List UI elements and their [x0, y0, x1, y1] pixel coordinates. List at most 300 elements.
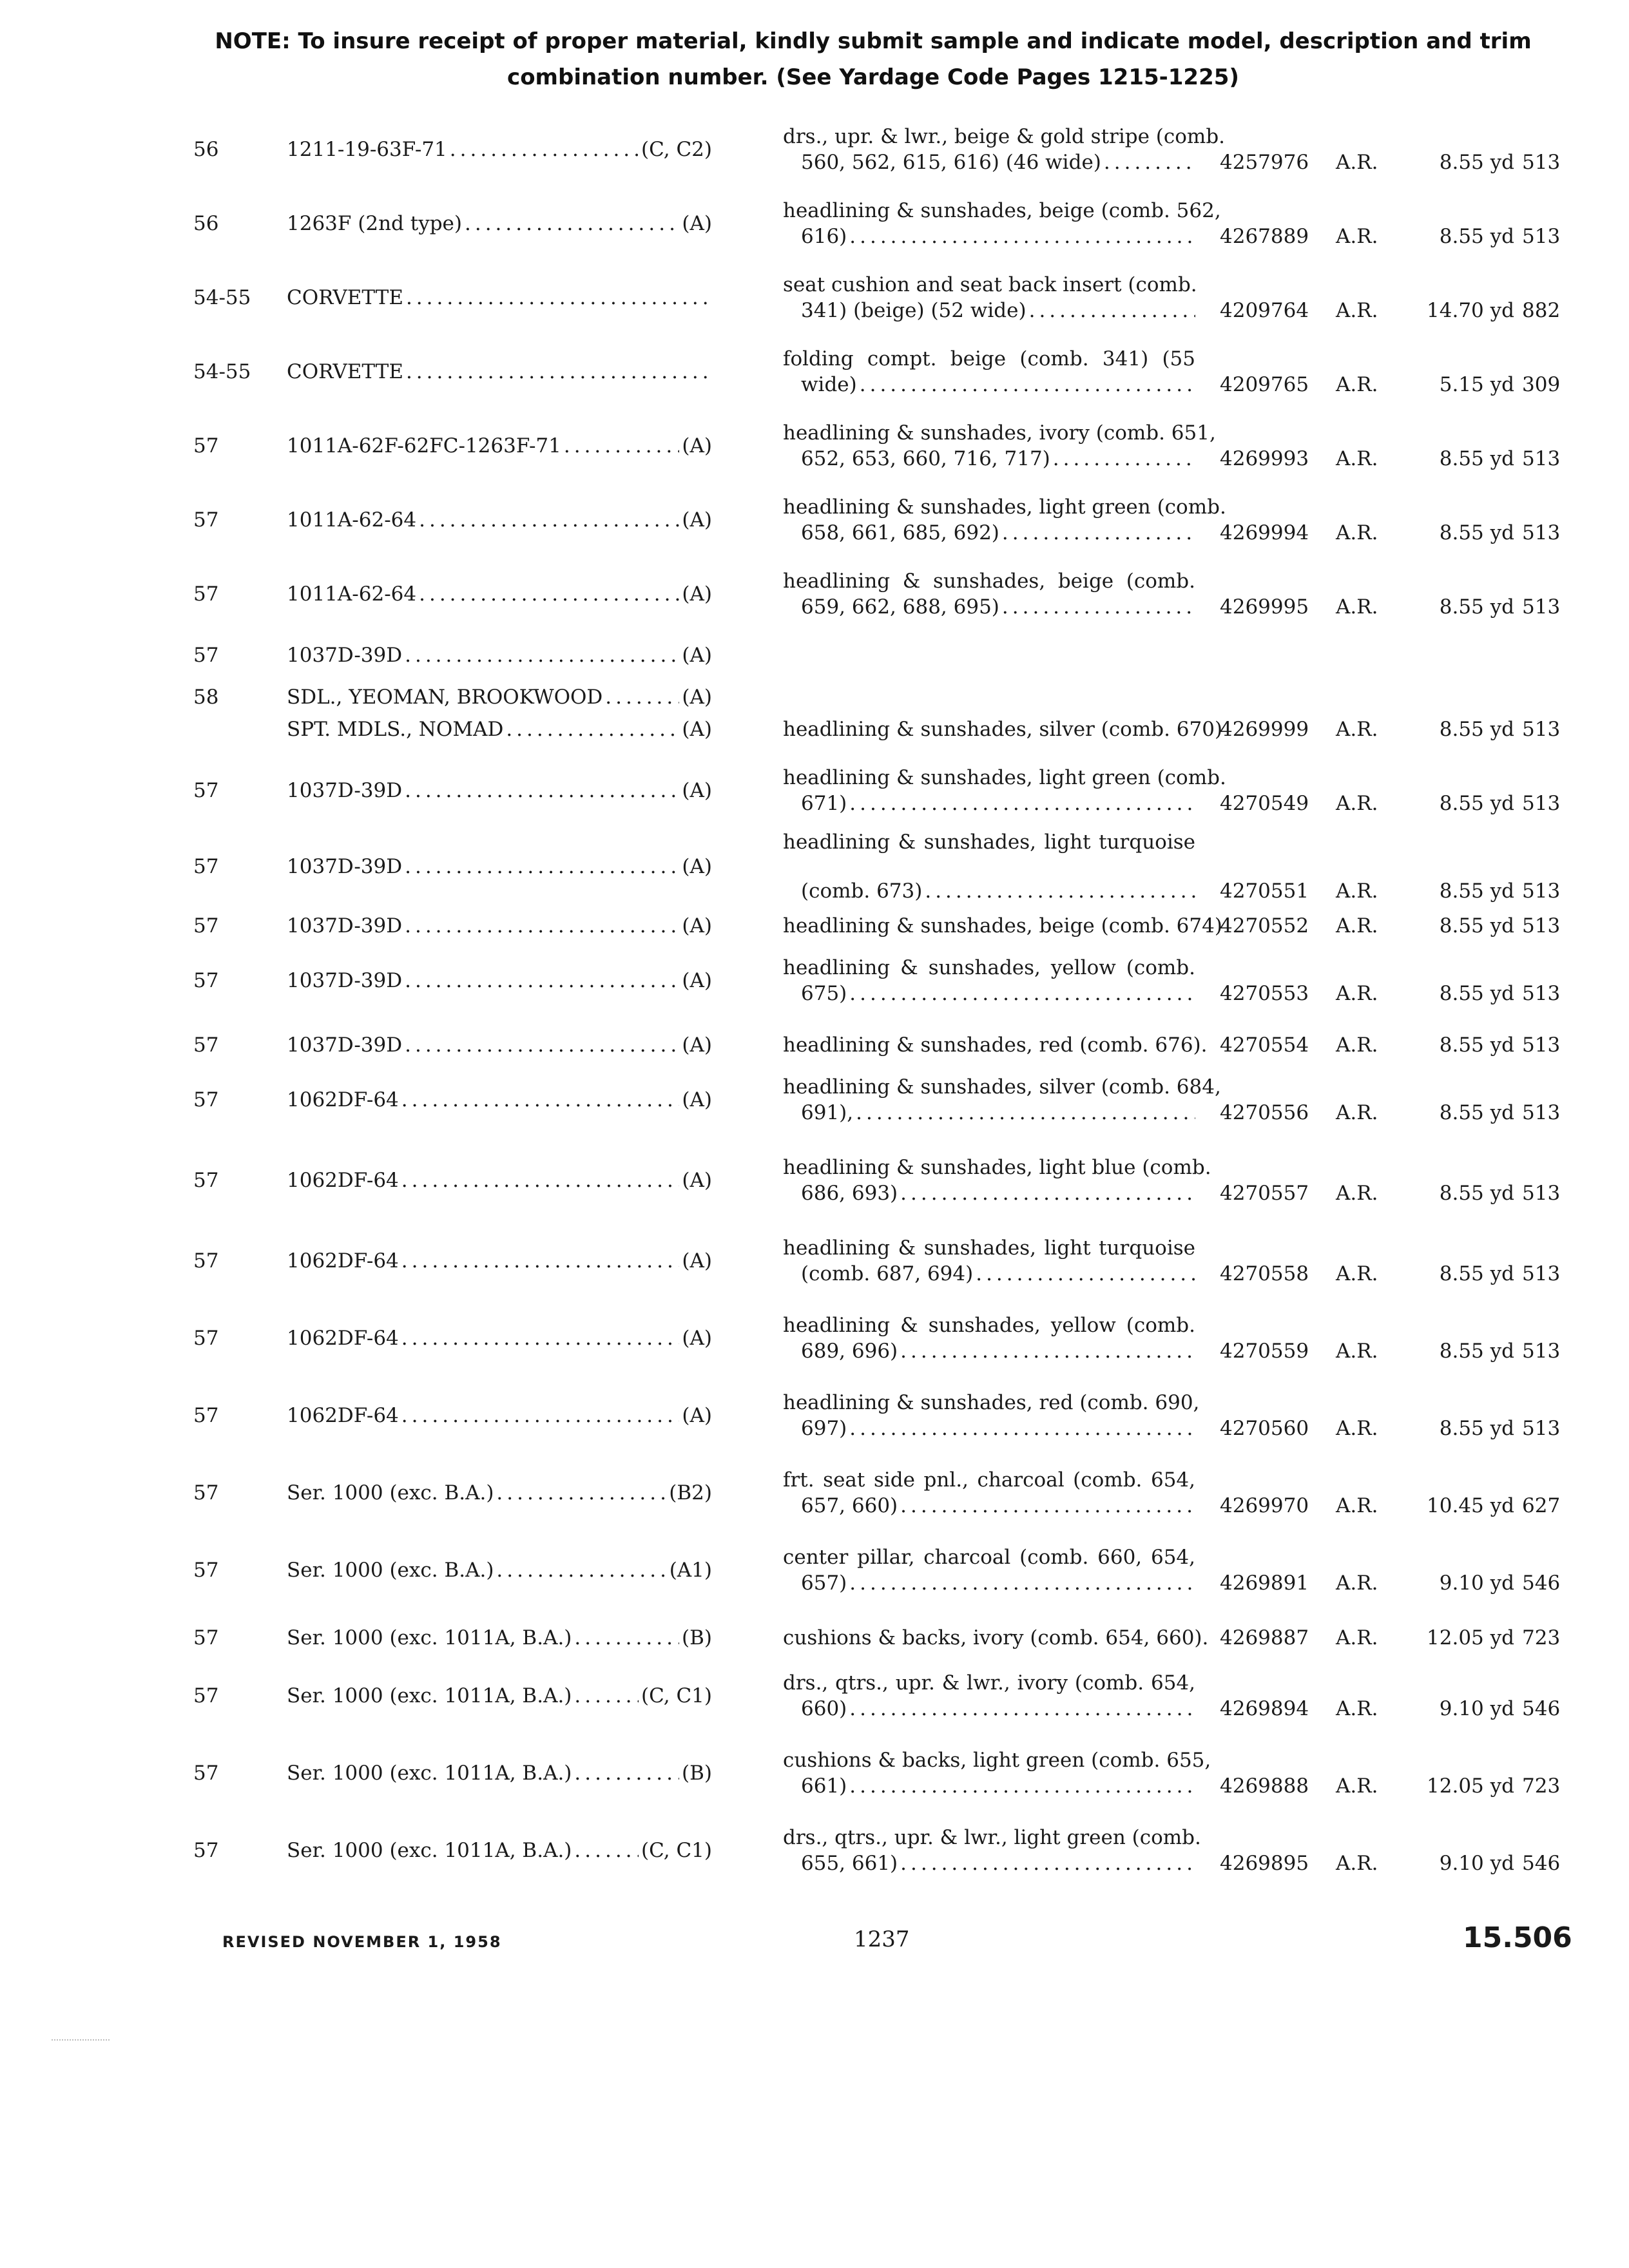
description-line-2 [783, 789, 1195, 818]
model-name: 1011A-62F-62FC-1263F-71 [287, 434, 561, 457]
group-number: 513 [1522, 1033, 1561, 1057]
model-name: 1011A-62-64 [287, 508, 417, 532]
quantity-ar: A.R. [1336, 1774, 1378, 1798]
model-name: 1062DF-64 [287, 1088, 399, 1111]
price: 10.45 yd [1427, 1494, 1514, 1517]
table-row [0, 1669, 1629, 1746]
model-year: 57 [193, 1169, 219, 1192]
model-cell [287, 1479, 712, 1507]
description-line-2-text: 671) [801, 792, 847, 815]
description-line-2-text: 616) [801, 225, 847, 248]
price: 8.55 yd [1439, 792, 1514, 815]
description-line-1: center pillar, charcoal (comb. 660, 654, [783, 1546, 1195, 1569]
description-line-2-text: 661) [801, 1774, 847, 1798]
model-cell [287, 776, 712, 805]
model-year: 57 [193, 969, 219, 992]
description-line-2 [783, 445, 1195, 473]
group-number: 546 [1522, 1697, 1561, 1720]
leader-dots [1029, 296, 1195, 325]
group-number: 546 [1522, 1852, 1561, 1875]
description [783, 1543, 1195, 1597]
description-line-2 [783, 1695, 1195, 1723]
leader-dots [976, 1260, 1195, 1288]
leader-dots [900, 1849, 1195, 1878]
description-line-2 [783, 296, 1195, 325]
quantity-ar: A.R. [1336, 1494, 1378, 1517]
description-line-1: cushions & backs, ivory (comb. 654, 660). [783, 1626, 1209, 1649]
description-line-2 [783, 222, 1195, 251]
description [783, 271, 1195, 325]
description-line-2-text: 652, 653, 660, 716, 717) [801, 447, 1050, 470]
description-line-1: drs., upr. & lwr., beige & gold stripe (comb. [783, 125, 1226, 148]
description-line-2-text: 691), [801, 1101, 854, 1124]
quantity-ar: A.R. [1336, 1340, 1378, 1363]
leader-dots [849, 1695, 1195, 1723]
quantity-ar: A.R. [1336, 982, 1378, 1005]
trim-code: (A) [682, 1404, 712, 1427]
leader-dots [900, 1492, 1195, 1520]
model-cell [287, 1031, 712, 1059]
quantity-ar: A.R. [1336, 879, 1378, 903]
leader-dots [900, 1337, 1195, 1365]
model-name: 1211-19-63F-71 [287, 138, 447, 161]
leader-dots [849, 1569, 1195, 1597]
price: 8.55 yd [1439, 1262, 1514, 1285]
part-number: 4267889 [1220, 225, 1309, 248]
description-line-1: cushions & backs, light green (comb. 655, [783, 1749, 1211, 1772]
model-name: 1062DF-64 [287, 1327, 399, 1350]
model-cell [287, 135, 712, 164]
description [783, 1389, 1200, 1443]
table-row [0, 1153, 1629, 1231]
quantity-ar: A.R. [1336, 1262, 1378, 1285]
leader-dots [405, 852, 679, 881]
trim-code: (A) [682, 644, 712, 667]
description [783, 1823, 1201, 1878]
description-line-2 [783, 519, 1195, 547]
trim-code: (A) [682, 686, 712, 709]
price: 9.10 yd [1439, 1852, 1514, 1875]
model-year: 57 [193, 1839, 219, 1862]
description [783, 1073, 1221, 1127]
description-line-2-text: 658, 661, 685, 692) [801, 521, 999, 544]
description [783, 567, 1195, 621]
trim-code: (A) [682, 434, 712, 457]
group-number: 513 [1522, 914, 1561, 937]
description-line-2 [783, 1569, 1195, 1597]
model-cell [287, 912, 712, 940]
leader-dots [849, 1414, 1195, 1443]
description-line-2-text: 341) (beige) (52 wide) [801, 299, 1027, 322]
model-name: 1263F (2nd type) [287, 212, 462, 235]
group-number: 513 [1522, 1340, 1561, 1363]
trim-code: (A) [682, 1033, 712, 1057]
table-row [0, 1234, 1629, 1311]
leader-dots [405, 641, 679, 669]
model-cell [287, 1682, 712, 1710]
quantity-ar: A.R. [1336, 718, 1378, 741]
group-number: 513 [1522, 151, 1561, 174]
trim-code: (A1) [669, 1559, 712, 1582]
part-number: 4269999 [1220, 718, 1309, 741]
price: 8.55 yd [1439, 447, 1514, 470]
part-number: 4270556 [1220, 1101, 1309, 1124]
leader-dots [401, 1247, 680, 1275]
model-cell [287, 358, 712, 386]
leader-dots [574, 1624, 679, 1652]
leader-dots [405, 912, 679, 940]
group-number: 513 [1522, 447, 1561, 470]
description [783, 954, 1195, 1008]
model-name: SPT. MDLS., NOMAD [287, 718, 504, 741]
table-row [0, 954, 1629, 1031]
table-row [0, 345, 1629, 422]
price: 8.55 yd [1439, 1101, 1514, 1124]
quantity-ar: A.R. [1336, 225, 1378, 248]
trim-code: (A) [682, 779, 712, 802]
model-year: 57 [193, 644, 219, 667]
description-line-2 [783, 1099, 1195, 1127]
description-line-2 [783, 1337, 1195, 1365]
quantity-ar: A.R. [1336, 1033, 1378, 1057]
part-number: 4269894 [1220, 1697, 1309, 1720]
model-cell [287, 1247, 712, 1275]
price: 8.55 yd [1439, 595, 1514, 619]
section-number: 15.506 [1463, 1921, 1572, 1954]
page-number: 1237 [854, 1927, 910, 1952]
price: 8.55 yd [1439, 1033, 1514, 1057]
trim-code: (A) [682, 855, 712, 878]
quantity-ar: A.R. [1336, 595, 1378, 619]
leader-dots [1053, 445, 1195, 473]
description-line-2-text: 659, 662, 688, 695) [801, 595, 999, 619]
trim-code: (A) [682, 582, 712, 606]
table-row [0, 1073, 1629, 1150]
model-name: 1037D-39D [287, 914, 403, 937]
part-number: 4209765 [1220, 373, 1309, 396]
description [783, 197, 1221, 251]
description-line-1: headlining & sunshades, silver (comb. 670) [783, 718, 1223, 741]
quantity-ar: A.R. [1336, 1697, 1378, 1720]
part-number: 4270551 [1220, 879, 1309, 903]
quantity-ar: A.R. [1336, 521, 1378, 544]
group-number: 513 [1522, 879, 1561, 903]
leader-dots [401, 1166, 680, 1195]
description-line-2-text: (comb. 673) [801, 879, 923, 903]
model-name: 1037D-39D [287, 855, 403, 878]
trim-code: (A) [682, 1169, 712, 1192]
description-line-1: headlining & sunshades, light turquoise [783, 831, 1195, 854]
model-year: 57 [193, 855, 219, 878]
model-year: 57 [193, 914, 219, 937]
description-line-1: headlining & sunshades, beige (comb. 674) [783, 914, 1222, 937]
description [783, 1746, 1211, 1800]
part-number: 4270558 [1220, 1262, 1309, 1285]
part-number: 4269888 [1220, 1774, 1309, 1798]
description-line-2 [783, 979, 1195, 1008]
table-row [0, 419, 1629, 496]
price: 14.70 yd [1427, 299, 1514, 322]
trim-code: (B) [682, 1762, 712, 1785]
description [783, 764, 1226, 818]
model-year: 56 [193, 138, 219, 161]
model-name: SDL., YEOMAN, BROOKWOOD [287, 686, 603, 709]
part-number: 4269887 [1220, 1626, 1309, 1649]
leader-dots [465, 209, 679, 238]
leader-dots [574, 1836, 639, 1865]
group-number: 723 [1522, 1774, 1561, 1798]
model-cell [287, 1086, 712, 1114]
price: 8.55 yd [1439, 1182, 1514, 1205]
description [783, 1031, 1208, 1059]
description-line-1: folding compt. beige (comb. 341) (55 [783, 347, 1195, 370]
model-cell [287, 966, 712, 995]
group-number: 513 [1522, 792, 1561, 815]
description-line-2 [783, 1260, 1195, 1288]
description-line-1: headlining & sunshades, yellow (comb. [783, 956, 1195, 979]
group-number: 513 [1522, 595, 1561, 619]
description-line-2-text: 689, 696) [801, 1340, 898, 1363]
part-number: 4269895 [1220, 1852, 1309, 1875]
description [783, 419, 1216, 473]
leader-dots [849, 979, 1195, 1008]
part-number: 4270549 [1220, 792, 1309, 815]
model-name: 1062DF-64 [287, 1249, 399, 1273]
model-year: 57 [193, 508, 219, 532]
model-cell [287, 1759, 712, 1787]
description-line-2-text: 675) [801, 982, 847, 1005]
table-row [0, 122, 1629, 200]
model-year: 57 [193, 1626, 219, 1649]
price: 8.55 yd [1439, 151, 1514, 174]
model-cell [287, 641, 712, 669]
model-cell [287, 506, 712, 534]
leader-dots [450, 135, 639, 164]
description-line-2 [783, 1414, 1195, 1443]
model-year: 57 [193, 434, 219, 457]
model-cell [287, 1401, 712, 1430]
description-line-2-text: (comb. 687, 694) [801, 1262, 974, 1285]
trim-code: (A) [682, 508, 712, 532]
model-year: 57 [193, 1088, 219, 1111]
description-line-1: headlining & sunshades, beige (comb. [783, 570, 1195, 593]
model-year: 57 [193, 1481, 219, 1504]
leader-dots [574, 1682, 639, 1710]
group-number: 546 [1522, 1571, 1561, 1595]
leader-dots [405, 966, 679, 995]
description-line-2-text: 686, 693) [801, 1182, 898, 1205]
model-year: 54-55 [193, 286, 251, 309]
part-number: 4269994 [1220, 521, 1309, 544]
model-year: 57 [193, 1404, 219, 1427]
leader-dots [401, 1086, 680, 1114]
leader-dots [419, 580, 679, 608]
description [783, 1669, 1195, 1723]
description [783, 715, 1223, 744]
trim-code: (A) [682, 718, 712, 741]
description-line-2 [783, 1849, 1195, 1878]
model-name: 1037D-39D [287, 969, 403, 992]
price: 8.55 yd [1439, 982, 1514, 1005]
table-row [0, 1823, 1629, 1901]
leader-dots [900, 1179, 1195, 1207]
description [783, 1234, 1195, 1288]
leader-dots [564, 432, 680, 460]
leader-dots [856, 1099, 1195, 1127]
price: 9.10 yd [1439, 1697, 1514, 1720]
description-line-1: seat cushion and seat back insert (comb. [783, 273, 1197, 296]
model-cell [287, 715, 712, 744]
part-number: 4269993 [1220, 447, 1309, 470]
table-row [0, 197, 1629, 274]
description-line-1: headlining & sunshades, beige (comb. 562, [783, 199, 1221, 222]
leader-dots [401, 1324, 680, 1352]
price: 8.55 yd [1439, 1340, 1514, 1363]
model-year: 57 [193, 1559, 219, 1582]
price: 8.55 yd [1439, 1417, 1514, 1440]
description-line-1: drs., qtrs., upr. & lwr., light green (comb. [783, 1826, 1201, 1849]
table-row [0, 1746, 1629, 1823]
model-cell [287, 1836, 712, 1865]
description-line-2-text: 660) [801, 1697, 847, 1720]
trim-code: (C, C1) [641, 1684, 712, 1707]
quantity-ar: A.R. [1336, 792, 1378, 815]
quantity-ar: A.R. [1336, 151, 1378, 174]
quantity-ar: A.R. [1336, 1182, 1378, 1205]
description-line-1: headlining & sunshades, yellow (comb. [783, 1314, 1195, 1337]
quantity-ar: A.R. [1336, 373, 1378, 396]
leader-dots [574, 1759, 679, 1787]
description [783, 912, 1222, 940]
quantity-ar: A.R. [1336, 1101, 1378, 1124]
table-row [0, 1543, 1629, 1620]
leader-dots [405, 1031, 679, 1059]
price: 8.55 yd [1439, 521, 1514, 544]
model-name: 1062DF-64 [287, 1169, 399, 1192]
leader-dots [1002, 519, 1195, 547]
table-row [0, 271, 1629, 348]
model-cell [287, 852, 712, 881]
description [783, 493, 1226, 547]
trim-code: (A) [682, 914, 712, 937]
description-line-2 [783, 1179, 1195, 1207]
leader-dots [405, 776, 679, 805]
quantity-ar: A.R. [1336, 1852, 1378, 1875]
model-name: Ser. 1000 (exc. 1011A, B.A.) [287, 1684, 572, 1707]
description-line-2-text: 655, 661) [801, 1852, 898, 1875]
leader-dots [1002, 593, 1195, 621]
quantity-ar: A.R. [1336, 1417, 1378, 1440]
group-number: 513 [1522, 718, 1561, 741]
scan-speck [52, 2039, 110, 2042]
part-number: 4270559 [1220, 1340, 1309, 1363]
description-line-1: headlining & sunshades, light turquoise [783, 1236, 1195, 1260]
part-number: 4269891 [1220, 1571, 1309, 1595]
model-year: 57 [193, 1033, 219, 1057]
group-number: 513 [1522, 1417, 1561, 1440]
leader-dots [849, 1772, 1195, 1800]
model-year: 56 [193, 212, 219, 235]
table-row [0, 1311, 1629, 1389]
leader-dots [406, 284, 709, 312]
model-cell [287, 209, 712, 238]
model-year: 57 [193, 1327, 219, 1350]
description-line-2 [783, 1772, 1195, 1800]
part-number: 4270554 [1220, 1033, 1309, 1057]
model-name: Ser. 1000 (exc. 1011A, B.A.) [287, 1626, 572, 1649]
model-year: 57 [193, 1249, 219, 1273]
model-cell [287, 432, 712, 460]
description-line-1: headlining & sunshades, red (comb. 676). [783, 1033, 1208, 1057]
model-name: 1062DF-64 [287, 1404, 399, 1427]
group-number: 513 [1522, 1101, 1561, 1124]
group-number: 309 [1522, 373, 1561, 396]
part-number: 4270557 [1220, 1182, 1309, 1205]
description-line-1: frt. seat side pnl., charcoal (comb. 654, [783, 1468, 1195, 1492]
quantity-ar: A.R. [1336, 447, 1378, 470]
model-name: 1037D-39D [287, 1033, 403, 1057]
model-cell [287, 284, 712, 312]
trim-code: (B2) [669, 1481, 712, 1504]
description [783, 1466, 1195, 1520]
model-cell [287, 1166, 712, 1195]
price: 8.55 yd [1439, 225, 1514, 248]
table-row [0, 828, 1629, 905]
leader-dots [1104, 148, 1195, 177]
group-number: 513 [1522, 521, 1561, 544]
part-number: 4269970 [1220, 1494, 1309, 1517]
leader-dots [496, 1479, 666, 1507]
table-row [0, 1389, 1629, 1466]
trim-code: (A) [682, 1249, 712, 1273]
note-header: NOTE: To insure receipt of proper material, kindly submit sample and indicate model, description and trim combination number. (See Yardage Code Pages 1215-1225) [215, 28, 1532, 90]
table-row [0, 567, 1629, 644]
description-line-1: headlining & sunshades, red (comb. 690, [783, 1391, 1200, 1414]
model-name: 1011A-62-64 [287, 582, 417, 606]
model-name: Ser. 1000 (exc. 1011A, B.A.) [287, 1839, 572, 1862]
leader-dots [925, 877, 1195, 905]
description-line-2-text: 657) [801, 1571, 847, 1595]
trim-code: (A) [682, 1088, 712, 1111]
trim-code: (A) [682, 969, 712, 992]
model-name: CORVETTE [287, 286, 403, 309]
description-line-2-text: 657, 660) [801, 1494, 898, 1517]
description-line-1: headlining & sunshades, ivory (comb. 651, [783, 421, 1216, 445]
model-year: 57 [193, 1762, 219, 1785]
leader-dots [849, 789, 1195, 818]
part-number: 4270560 [1220, 1417, 1309, 1440]
price: 5.15 yd [1439, 373, 1514, 396]
leader-dots [506, 715, 679, 744]
model-name: Ser. 1000 (exc. B.A.) [287, 1481, 494, 1504]
leader-dots [860, 370, 1195, 399]
quantity-ar: A.R. [1336, 1571, 1378, 1595]
revised-date: REVISED NOVEMBER 1, 1958 [222, 1933, 502, 1951]
description-line-1: headlining & sunshades, light green (comb. [783, 495, 1226, 519]
description-line-1: headlining & sunshades, light green (comb. [783, 766, 1226, 789]
trim-code: (C, C1) [641, 1839, 712, 1862]
model-name: 1037D-39D [287, 644, 403, 667]
description [783, 122, 1226, 177]
price: 9.10 yd [1439, 1571, 1514, 1595]
price: 8.55 yd [1439, 914, 1514, 937]
group-number: 513 [1522, 225, 1561, 248]
quantity-ar: A.R. [1336, 1626, 1378, 1649]
description-line-2 [783, 593, 1195, 621]
description [783, 1624, 1209, 1652]
leader-dots [496, 1556, 666, 1584]
group-number: 882 [1522, 299, 1561, 322]
